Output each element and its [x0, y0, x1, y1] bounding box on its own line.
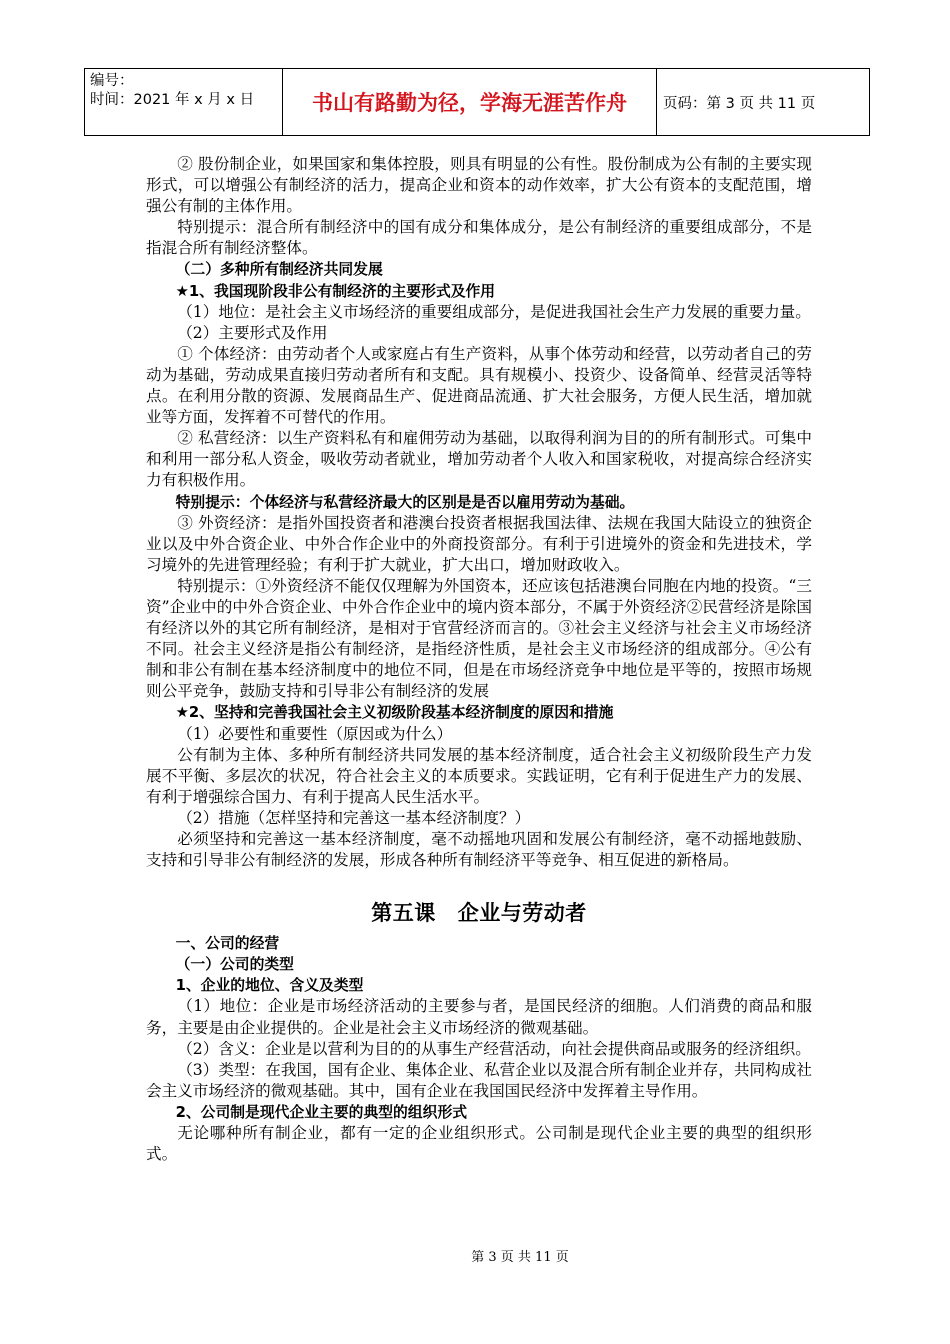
time-label: 时间：2021 年 x 月 x 日 [90, 92, 255, 108]
header-left-cell [85, 69, 283, 135]
paragraph: ★2、坚持和完善我国社会主义初级阶段基本经济制度的原因和措施 [175, 704, 614, 722]
lesson-title [146, 897, 812, 927]
footer-page-number: 第 3 页 共 11 页 [471, 1250, 569, 1265]
paragraph: （2）含义：企业是以营利为目的的从事生产经营活动，向社会提供商品或服务的经济组织。 [177, 1039, 811, 1058]
paragraph: ① 个体经济：由劳动者个人或家庭占有生产资料，从事个体劳动和经营，以劳动者自己的劳动为基础，劳动成果直接归劳动者所有和支配。具有规模小、投资少、设备简单、经营灵活等特点。在利用分散的资源、发展商品生产、促进商品流通、扩大社会服务，方便人民生活，增加就业等方面，发挥着不可替代的作用。 [146, 344, 812, 427]
paragraph: 特别提示：①外资经济不能仅仅理解为外国资本，还应该包括港澳台同胞在内地的投资。“三资”企业中的中外合资企业、中外合作企业中的境内资本部分，不属于外资经济②民营经济是除国有经济以外的其它所有制经济，是相对于官营经济而言的。③社会主义经济与社会主义市场经济不同。社会主义经济是指公有制经济，是指经济性质，是社会主义市场经济的组成部分。④公有制和非公有制在基本经济制度中的地位不同，但是在市场经济竞争中地位是平等的，按照市场规则公平竞争，鼓励支持和引导非公有制经济的发展 [146, 576, 812, 701]
paragraph: （1）必要性和重要性（原因或为什么） [177, 724, 453, 743]
document-body [146, 154, 812, 1165]
document-header [84, 68, 870, 136]
paragraph: （二）多种所有制经济共同发展 [175, 261, 383, 279]
paragraph: 特别提示：个体经济与私营经济最大的区别是是否以雇用劳动为基础。 [175, 493, 635, 511]
section-ownership [146, 154, 812, 871]
paragraph: （1）地位：企业是市场经济活动的主要参与者，是国民经济的细胞。人们消费的商品和服务，主要是由企业提供的。企业是社会主义市场经济的微观基础。 [146, 997, 812, 1037]
paragraph: （3）类型：在我国，国有企业、集体企业、私营企业以及混合所有制企业并存，共同构成社会主义市场经济的微观基础。其中，国有企业在我国国民经济中发挥着主导作用。 [146, 1060, 812, 1100]
paragraph: 1、企业的地位、含义及类型 [175, 977, 364, 995]
paragraph: 公有制为主体、多种所有制经济共同发展的基本经济制度，适合社会主义初级阶段生产力发展不平衡、多层次的状况，符合社会主义的本质要求。实践证明，它有利于促进生产力的发展、有利于增强综合国力、有利于提高人民生活水平。 [146, 745, 812, 806]
paragraph: 无论哪种所有制企业，都有一定的企业组织形式。公司制是现代企业主要的典型的组织形式。 [146, 1124, 812, 1164]
paragraph: （2）主要形式及作用 [177, 323, 328, 342]
paragraph: 必须坚持和完善这一基本经济制度，毫不动摇地巩固和发展公有制经济，毫不动摇地鼓励、支持和引导非公有制经济的发展，形成各种所有制经济平等竞争、相互促进的新格局。 [146, 830, 812, 870]
paragraph: ② 私营经济：以生产资料私有和雇佣劳动为基础，以取得利润为目的的所有制形式。可集中和利用一部分私人资金，吸收劳动者就业，增加劳动者个人收入和国家税收，对提高综合经济实力有积极作用。 [146, 429, 812, 490]
paragraph: ③ 外资经济：是指外国投资者和港澳台投资者根据我国法律、法规在我国大陆设立的独资企业以及中外合资企业、中外合作企业中的外商投资部分。有利于引进境外的资金和先进技术，学习境外的先进管理经验；有利于扩大就业，扩大出口，增加财政收入。 [146, 513, 812, 574]
paragraph: （1）地位：是社会主义市场经济的重要组成部分，是促进我国社会生产力发展的重要力量。 [177, 302, 811, 321]
lesson-number: 第五课 [371, 901, 436, 926]
paragraph: （2）措施（怎样坚持和完善这一基本经济制度？） [177, 808, 531, 827]
section-company [146, 933, 812, 1165]
lesson-name: 企业与劳动者 [457, 901, 587, 926]
paragraph: （一）公司的类型 [175, 956, 294, 974]
header-page-info: 页码：第 3 页 共 11 页 [663, 95, 816, 112]
paragraph: 特别提示：混合所有制经济中的国有成分和集体成分，是公有制经济的重要组成部分，不是指混合所有制经济整体。 [146, 218, 812, 258]
paragraph: 一、公司的经营 [175, 935, 280, 953]
paragraph: ★1、我国现阶段非公有制经济的主要形式及作用 [175, 282, 496, 300]
page-footer [0, 1246, 950, 1265]
paragraph: 2、公司制是现代企业主要的典型的组织形式 [175, 1103, 468, 1121]
header-motto: 书山有路勤为径，学海无涯苦作舟 [283, 69, 657, 135]
paragraph: ② 股份制企业，如果国家和集体控股，则具有明显的公有性。股份制成为公有制的主要实现形式，可以增强公有制经济的活力，提高企业和资本的动作效率，扩大公有资本的支配范围，增强公有制的主体作用。 [146, 155, 812, 216]
serial-label: 编号： [90, 73, 134, 89]
